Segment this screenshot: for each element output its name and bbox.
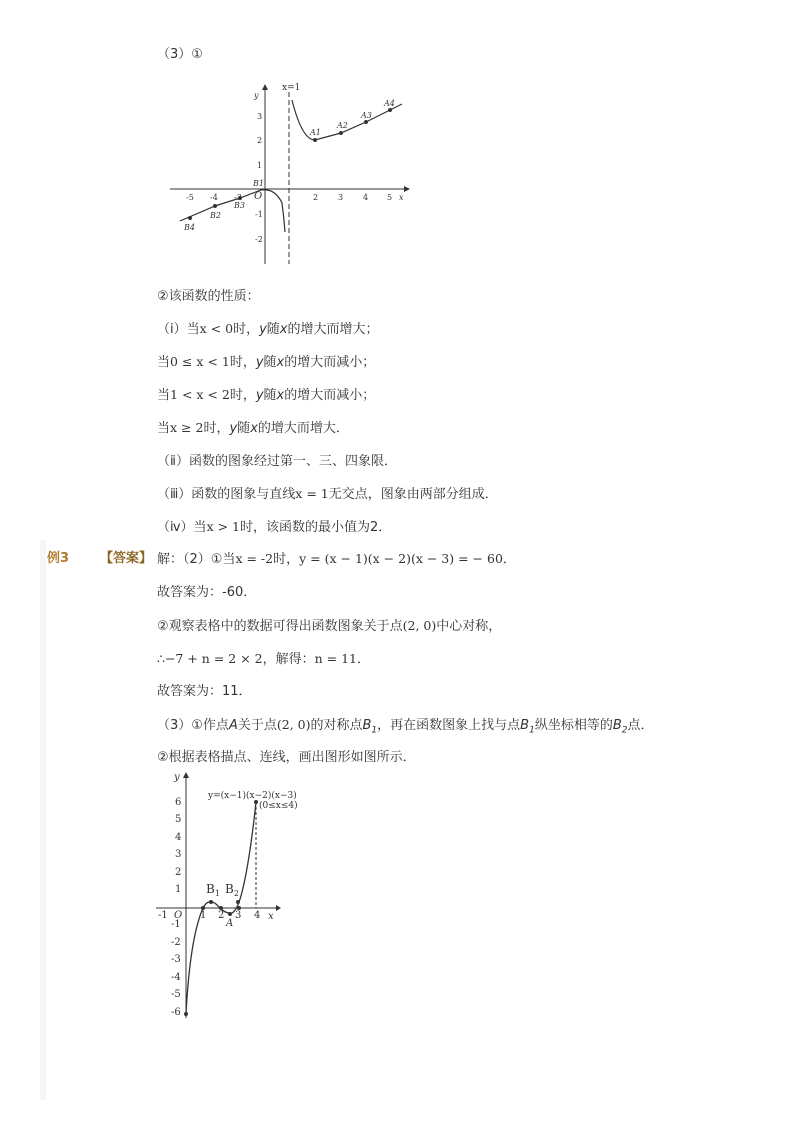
example3-line3: ②观察表格中的数据可得出函数图象关于点(2, 0)中心对称， [157, 618, 502, 634]
graph1-point-A4 [388, 108, 392, 112]
graph2-label-B2: $B_2$ [225, 882, 239, 898]
left-margin-bar [40, 540, 46, 1100]
graph1-point-A1 [313, 138, 317, 142]
graph1-y-label: y [254, 91, 259, 100]
answer-label: 【答案】 [100, 551, 153, 566]
property-ii: （ⅱ）函数的图象经过第一、三、四象限． [157, 454, 397, 469]
graph2-ytick: -4 [171, 972, 181, 983]
example3-line6: （3）①作点A关于点(2, 0)的对称点$B_1$，再在函数图象上找与点$B_1$纵坐标相等的$B_2$点． [157, 717, 654, 736]
graph1-ytick: 3 [257, 112, 263, 121]
graph2-xtick: 3 [235, 910, 242, 921]
graph2-xtick: 4 [254, 910, 261, 921]
property-i-line1: （ⅰ）当x < 0时，y随x的增大而增大； [157, 321, 379, 337]
graph1-xtick: 3 [338, 193, 344, 202]
graph2-ytick: 6 [175, 797, 182, 808]
property-i-line3: 当1 < x < 2时，y随x的增大而减小； [157, 387, 376, 403]
graph1-label-B2: B2 [210, 211, 221, 220]
graph2-domain-label: (0≤x≤4) [259, 801, 298, 811]
graph1-label-A4: A4 [384, 99, 395, 108]
graph2-func-label: y=(x−1)(x−2)(x−3) [208, 791, 297, 801]
graph2-point-B1 [209, 900, 213, 904]
example3-line2: 故答案为：-60． [157, 585, 257, 600]
graph1-label-A2: A2 [337, 121, 348, 130]
graph1-xtick: 5 [387, 193, 393, 202]
graph1-xtick: -5 [186, 193, 194, 202]
graph1-label-B4: B4 [184, 223, 195, 232]
graph1-ytick: 1 [257, 161, 263, 170]
graph2-ytick: -1 [171, 919, 181, 930]
graph2-point-start [184, 1012, 188, 1016]
graph1-ytick: -2 [255, 235, 263, 244]
graph2-ytick: 5 [175, 814, 182, 825]
graph1-xtick: -3 [234, 193, 242, 202]
graph2-xtick: 1 [200, 910, 207, 921]
graph1-label-A1: A1 [310, 128, 321, 137]
example3-line5: 故答案为：11． [157, 684, 252, 699]
graph1-ytick: 2 [257, 136, 263, 145]
graph1-point-B2 [213, 204, 217, 208]
example3-tag: 例3 [47, 551, 70, 566]
graph1-point-B4 [188, 216, 192, 220]
example3-line7: ②根据表格描点、连线，画出图形如图所示． [157, 750, 416, 765]
graph1-ytick: -1 [255, 210, 263, 219]
graph2-ytick: -2 [171, 937, 181, 948]
graph2-ytick: -3 [171, 954, 181, 965]
property-iii: （ⅲ）函数的图象与直线x = 1无交点，图象由两部分组成． [157, 486, 498, 502]
graph1-point-A2 [339, 131, 343, 135]
graph1-x-label: x [399, 193, 404, 202]
graph1-left-branch [180, 190, 285, 232]
graph1-xtick: -4 [210, 193, 218, 202]
graph1-label-A3: A3 [361, 111, 372, 120]
graph1-origin-label: O [254, 191, 263, 202]
graph2-xtick: 2 [218, 910, 225, 921]
property-i-line4: 当x ≥ 2时，y随x的增大而增大． [157, 420, 349, 436]
graph2-ytick: 1 [175, 884, 182, 895]
graph2-ytick: 2 [175, 867, 182, 878]
graph2-point-A [228, 912, 232, 916]
part3-heading: （3）① [157, 47, 203, 62]
graph2-y-label: y [174, 772, 180, 783]
example3-line4: ∴−7 + n = 2 × 2，解得：n = 11． [157, 651, 371, 667]
graph1-label-B3: B3 [234, 201, 245, 210]
graph2-label-A: A [226, 918, 234, 929]
graph2-ytick: 4 [175, 832, 182, 843]
graph2-point-B2 [236, 900, 240, 904]
graph2-label-B1: $B_1$ [206, 882, 220, 898]
example3-line1: 解：（2）①当x = -2时，y = (x − 1)(x − 2)(x − 3) = − 60． [157, 551, 516, 567]
graph1-xtick: 2 [313, 193, 319, 202]
graph2-xtick: -1 [158, 910, 168, 921]
graph1-xtick: 4 [363, 193, 369, 202]
property-i-line2: 当0 ≤ x < 1时，y随x的增大而减小； [157, 354, 376, 370]
graph1-label-B1: B1 [253, 179, 264, 188]
property-iv: （ⅳ）当x > 1时，该函数的最小值为2． [157, 519, 392, 535]
graph2-origin-label: O [174, 910, 183, 921]
graph2-ytick: 3 [175, 849, 182, 860]
graph2-x-label: x [268, 911, 274, 922]
graph-2 [150, 768, 330, 1026]
graph2-ytick: -5 [171, 989, 181, 1000]
graph1-asymptote-label: x=1 [282, 83, 301, 93]
graph2-ytick: -6 [171, 1007, 181, 1018]
graph-1 [168, 78, 413, 268]
graph1-point-A3 [364, 120, 368, 124]
properties-heading: ②该函数的性质： [157, 289, 260, 304]
